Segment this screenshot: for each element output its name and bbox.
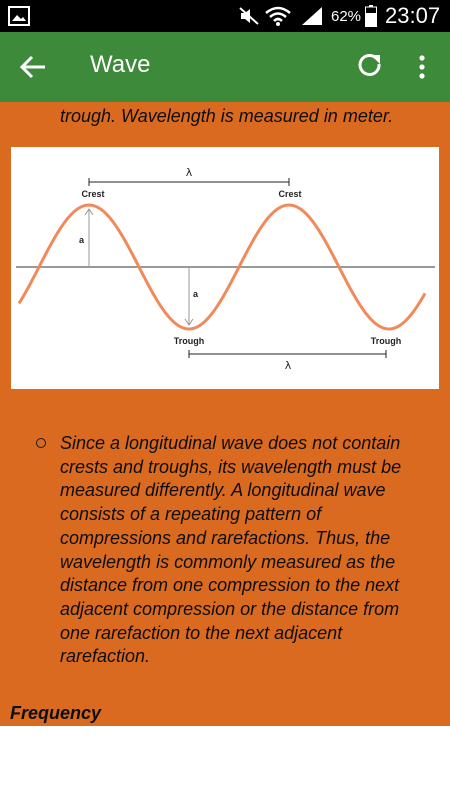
bullet-paragraph: Since a longitudinal wave does not contain crests and troughs, its wavelength must be measured differently. A longitudinal wave consists of a repeating pattern of compressions and rarefactions. Thus, the wavelength is commonly measured as the distance from one compression to the next adjacent compression or the distance from one rarefaction to the next adjacent rarefaction. <box>60 433 402 667</box>
bottom-blank-area <box>0 726 450 800</box>
status-bar <box>0 0 450 32</box>
crest-label: Crest <box>278 189 302 199</box>
page-title: Wave <box>90 51 151 78</box>
trough-label: Trough <box>173 336 205 346</box>
paragraph-text: trough. Wavelength is measured in meter. <box>60 106 394 126</box>
gallery-icon <box>8 6 30 26</box>
wavelength-label-bottom: λ <box>284 359 292 372</box>
section-heading: Frequency <box>10 703 102 723</box>
wavelength-label-top: λ <box>185 166 193 179</box>
clock: 23:07 <box>385 3 441 28</box>
battery-icon <box>365 5 377 27</box>
app-bar <box>0 32 450 102</box>
article-content <box>0 102 450 726</box>
trough-label: Trough <box>370 336 402 346</box>
amplitude-label-trough: a <box>193 289 199 299</box>
wave-diagram <box>11 147 439 389</box>
bullet-icon <box>36 438 46 448</box>
back-arrow-icon[interactable] <box>18 53 48 81</box>
mute-icon <box>238 6 260 26</box>
more-vert-icon[interactable] <box>412 52 432 82</box>
refresh-icon[interactable] <box>356 52 384 80</box>
amplitude-label-crest: a <box>79 235 85 245</box>
signal-icon <box>300 6 324 26</box>
battery-percent: 62% <box>331 8 362 25</box>
crest-label: Crest <box>81 189 105 199</box>
wifi-icon <box>264 5 292 27</box>
